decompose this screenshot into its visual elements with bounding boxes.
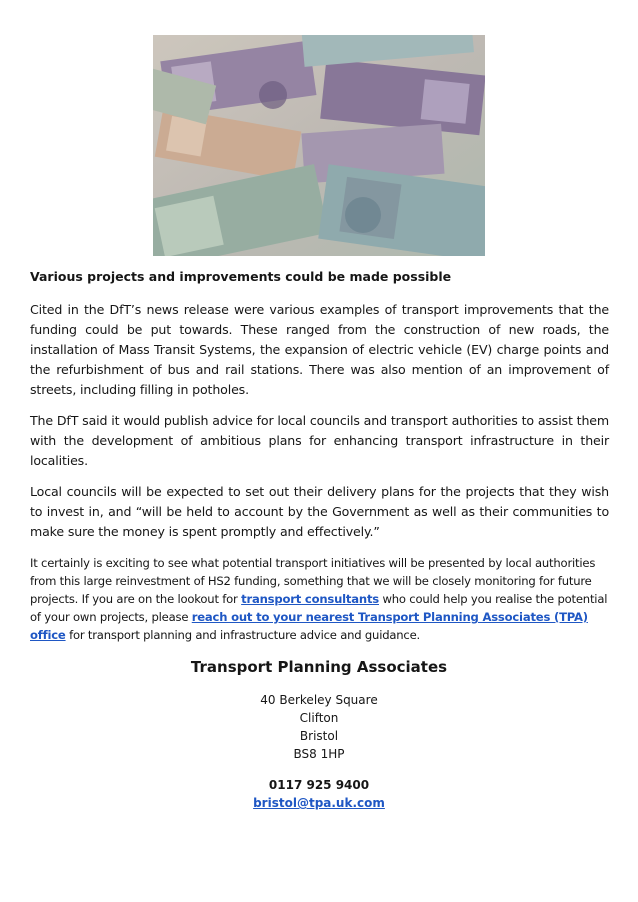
section-subheading: Various projects and improvements could be made possible	[30, 269, 452, 284]
phone-number: 0117 925 9400	[268, 778, 370, 792]
banknotes-image	[153, 35, 485, 256]
address-line: 40 Berkeley Square	[260, 693, 378, 707]
address-block	[0, 691, 638, 763]
banknotes-photo-icon	[153, 35, 485, 256]
transport-consultants-link[interactable]: transport consultants	[241, 592, 379, 606]
closing-text-3: for transport planning and infrastructure advice and guidance.	[65, 628, 421, 642]
closing-text-1: It certainly is exciting to see what potential transport initiatives will be presented by local authorities from this large reinvestment of HS2 funding, something that we will be closely monitoring for future projects. If you are on the lookout for	[30, 556, 596, 606]
contact-office-link[interactable]: reach out to your nearest Transport Planning Associates (TPA) office	[30, 610, 588, 642]
paragraph-delivery-plans: Local councils will be expected to set out their delivery plans for the projects that they wish to invest in, and “will be held to account by the Government as well as their communities to make sure the money is spent promptly and effectively.”	[30, 484, 609, 539]
address-line: Clifton	[299, 711, 339, 725]
email-link[interactable]: bristol@tpa.uk.com	[253, 796, 385, 810]
paragraph-advice: The DfT said it would publish advice for local councils and transport authorities to assist them with the development of ambitious plans for enhancing transport infrastructure in their localities.	[30, 413, 609, 468]
company-name: Transport Planning Associates	[190, 658, 448, 676]
address-line: Bristol	[299, 729, 339, 743]
paragraph-improvements: Cited in the DfT’s news release were various examples of transport improvements that the funding could be put towards. These ranged from the construction of new roads, the installation of Mass Transit Systems, the expansion of electric vehicle (EV) charge points and the refurbishment of bus and rail stations. There was also mention of an improvement of streets, including filling in potholes.	[30, 302, 609, 397]
closing-paragraph	[30, 554, 612, 644]
address-line: BS8 1HP	[293, 747, 345, 761]
closing-text-2: who could help you realise the potential of your own projects, please	[30, 592, 608, 624]
